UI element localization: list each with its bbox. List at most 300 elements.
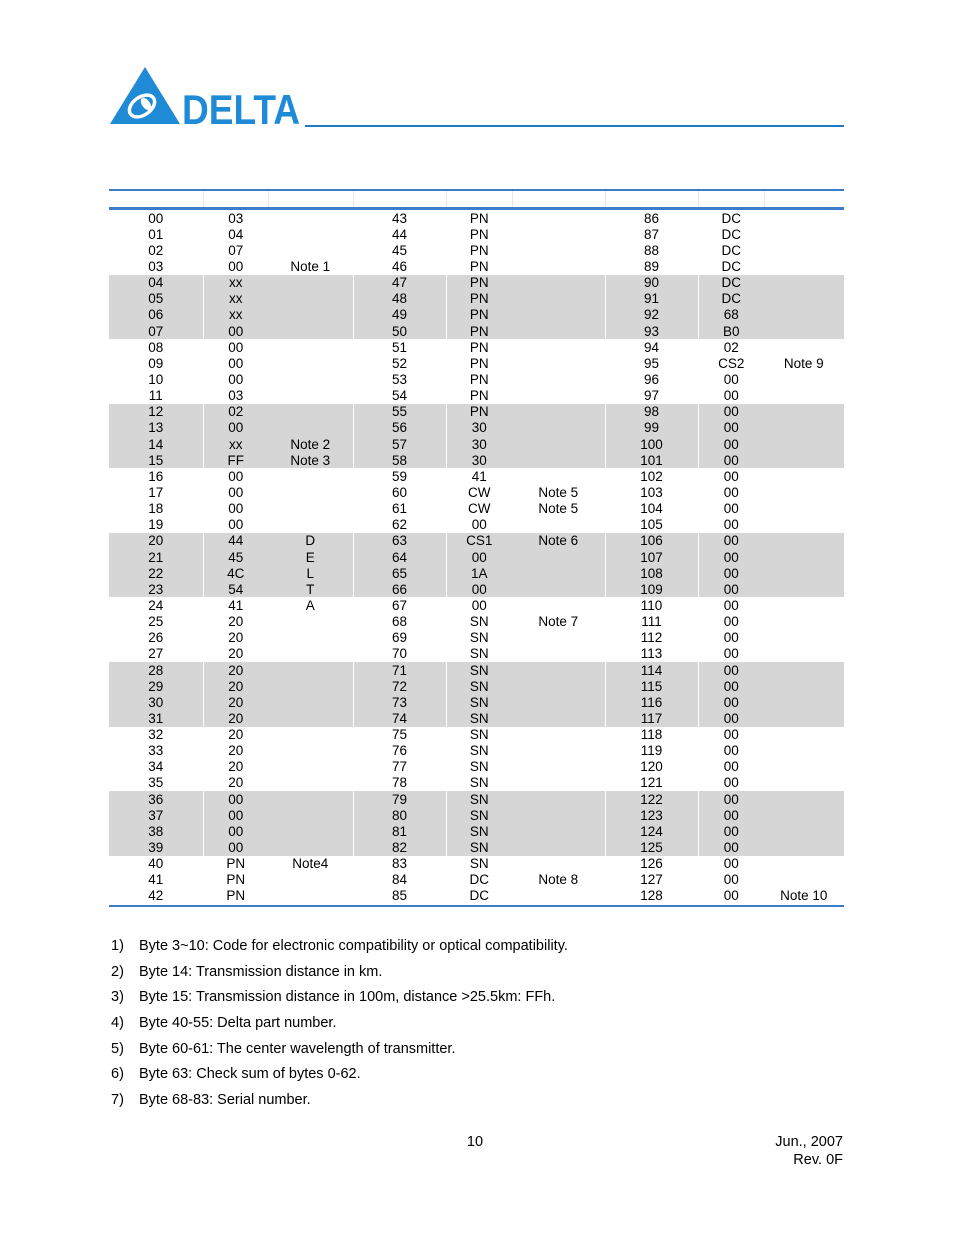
table-cell: 69: [353, 630, 446, 646]
table-cell: Note 9: [764, 355, 844, 371]
table-cell: SN: [446, 791, 512, 807]
table-row: [109, 323, 844, 339]
table-cell: 14: [109, 436, 203, 452]
table-cell: [512, 404, 605, 420]
note-item: [111, 1037, 831, 1063]
table-cell: 00: [203, 823, 268, 839]
page-number: 10: [466, 1134, 484, 1150]
note-text: Byte 40-55: Delta part number.: [139, 1015, 337, 1032]
table-cell: 55: [353, 404, 446, 420]
table-cell: [512, 759, 605, 775]
table-cell: 115: [605, 678, 698, 694]
table-cell: [764, 275, 844, 291]
table-cell: [764, 291, 844, 307]
table-row: [109, 533, 844, 549]
table-cell: 00: [723, 759, 739, 775]
table-cell: 33: [109, 743, 203, 759]
table-cell: 45: [203, 549, 268, 565]
table-cell: [512, 823, 605, 839]
note-text: Byte 14: Transmission distance in km.: [139, 963, 383, 980]
table-cell: 00: [723, 501, 739, 517]
table-cell: [764, 468, 844, 484]
table-cell: [512, 452, 605, 468]
table-cell: 00: [698, 710, 764, 726]
table-cell: PN: [469, 242, 489, 258]
table-cell: 88: [605, 242, 698, 258]
table-cell: 36: [109, 791, 203, 807]
eeprom-data-table: [109, 210, 845, 904]
table-cell: 60: [353, 484, 446, 500]
table-cell: [268, 678, 353, 694]
table-cell: 00: [446, 549, 512, 565]
table-cell: [268, 388, 353, 404]
table-cell: 71: [353, 662, 446, 678]
table-cell: 02: [203, 404, 268, 420]
table-cell: 09: [109, 355, 203, 371]
table-cell: SN: [469, 646, 489, 662]
table-cell: FF: [203, 452, 268, 468]
table-cell: 00: [723, 630, 739, 646]
table-cell: [512, 549, 605, 565]
table-cell: PN: [469, 355, 489, 371]
notes-list: [111, 934, 831, 1114]
table-cell: Note 1: [268, 258, 353, 274]
table-cell: 08: [109, 339, 203, 355]
table-cell: 00: [228, 517, 244, 533]
table-row: [109, 275, 844, 291]
table-cell: 00: [723, 388, 739, 404]
table-cell: 105: [605, 517, 698, 533]
table-cell: 78: [353, 775, 446, 791]
table-cell: 24: [109, 597, 203, 613]
table-cell: [512, 258, 605, 274]
table-cell: 21: [109, 549, 203, 565]
table-row: [109, 339, 844, 355]
table-cell: 11: [109, 388, 203, 404]
table-row: [109, 662, 844, 678]
note-item: [111, 934, 831, 960]
table-cell: B0: [698, 323, 764, 339]
table-cell: 15: [109, 452, 203, 468]
table-cell: 07: [109, 323, 203, 339]
table-cell: 00: [723, 856, 739, 872]
table-row: [109, 775, 844, 791]
table-cell: PN: [446, 291, 512, 307]
table-cell: 02: [723, 339, 739, 355]
table-cell: 20: [228, 743, 244, 759]
table-cell: [268, 484, 353, 500]
table-cell: 00: [723, 468, 739, 484]
table-cell: 12: [109, 404, 203, 420]
table-cell: Note 3: [268, 452, 353, 468]
table-cell: 00: [723, 775, 739, 791]
table-cell: 00: [723, 646, 739, 662]
table-cell: 98: [605, 404, 698, 420]
table-row: [109, 614, 844, 630]
table-cell: 00: [698, 452, 764, 468]
footer-date: Jun., 2007: [775, 1134, 843, 1150]
table-cell: 20: [228, 759, 244, 775]
table-cell: 00: [203, 323, 268, 339]
table-cell: 108: [605, 565, 698, 581]
table-row: [109, 226, 844, 242]
table-cell: [512, 210, 605, 226]
table-cell: CW: [468, 501, 491, 517]
table-cell: 00: [698, 533, 764, 549]
table-cell: [268, 630, 353, 646]
table-cell: [512, 662, 605, 678]
table-cell: SN: [469, 614, 489, 630]
note-item: [111, 985, 831, 1011]
table-row: [109, 436, 844, 452]
table-cell: 00: [698, 839, 764, 855]
table-cell: 26: [109, 630, 203, 646]
table-cell: 58: [353, 452, 446, 468]
table-cell: 72: [353, 678, 446, 694]
table-cell: Note4: [268, 856, 353, 872]
table-cell: 00: [723, 743, 739, 759]
table-cell: 61: [353, 501, 446, 517]
table-cell: 51: [353, 339, 446, 355]
table-cell: 120: [605, 759, 698, 775]
table-cell: 03: [109, 258, 203, 274]
table-cell: 94: [605, 339, 698, 355]
table-cell: 02: [109, 242, 203, 258]
table-cell: 125: [605, 839, 698, 855]
table-cell: [512, 468, 605, 484]
table-cell: [268, 614, 353, 630]
table-cell: 116: [605, 694, 698, 710]
table-cell: [764, 581, 844, 597]
table-cell: [268, 791, 353, 807]
table-row: [109, 307, 844, 323]
table-cell: 47: [353, 275, 446, 291]
table-cell: [268, 404, 353, 420]
table-cell: 00: [228, 339, 244, 355]
table-row: [109, 501, 844, 517]
table-cell: [764, 420, 844, 436]
note-number: 4): [111, 1015, 124, 1032]
table-cell: 01: [109, 226, 203, 242]
table-cell: [512, 630, 605, 646]
table-row: [109, 388, 844, 404]
table-cell: 56: [353, 420, 446, 436]
table-cell: PN: [226, 856, 246, 872]
table-cell: 128: [605, 888, 698, 904]
table-cell: DC: [469, 888, 489, 904]
table-cell: CS1: [446, 533, 512, 549]
table-cell: DC: [721, 242, 741, 258]
table-cell: CS2: [718, 355, 745, 371]
table-cell: 59: [353, 468, 446, 484]
note-text: Byte 63: Check sum of bytes 0-62.: [139, 1066, 361, 1083]
table-cell: 49: [353, 307, 446, 323]
table-cell: 124: [605, 823, 698, 839]
table-cell: [764, 436, 844, 452]
table-cell: 20: [228, 727, 244, 743]
table-row: [109, 791, 844, 807]
table-row: [109, 242, 844, 258]
table-cell: [512, 791, 605, 807]
note-item: [111, 1062, 831, 1088]
table-bottom-rule: [109, 905, 844, 907]
table-cell: 00: [228, 355, 244, 371]
table-cell: 89: [605, 258, 698, 274]
table-row: [109, 872, 844, 888]
note-number: 5): [111, 1040, 124, 1057]
note-item: [111, 960, 831, 986]
table-cell: [512, 888, 605, 904]
table-cell: 20: [228, 630, 244, 646]
table-cell: 00: [723, 597, 739, 613]
table-cell: 123: [605, 807, 698, 823]
table-cell: [512, 807, 605, 823]
table-cell: [268, 872, 353, 888]
table-cell: 05: [109, 291, 203, 307]
table-cell: 30: [446, 420, 512, 436]
note-text: Byte 3~10: Code for electronic compatibility or optical compatibility.: [139, 938, 568, 954]
table-cell: D: [268, 533, 353, 549]
table-cell: 31: [109, 710, 203, 726]
table-row: [109, 759, 844, 775]
table-cell: 96: [605, 371, 698, 387]
table-row: [109, 646, 844, 662]
note-text: Byte 60-61: The center wavelength of transmitter.: [139, 1040, 456, 1057]
table-cell: [512, 355, 605, 371]
table-cell: [268, 775, 353, 791]
table-cell: 68: [353, 614, 446, 630]
table-cell: 00: [228, 468, 244, 484]
table-cell: 38: [109, 823, 203, 839]
table-cell: 29: [109, 678, 203, 694]
table-cell: 03: [228, 210, 244, 226]
table-cell: [764, 630, 844, 646]
table-cell: [764, 258, 844, 274]
table-cell: 00: [446, 581, 512, 597]
table-cell: [764, 775, 844, 791]
table-cell: 122: [605, 791, 698, 807]
table-cell: 1A: [446, 565, 512, 581]
table-cell: [764, 823, 844, 839]
table-cell: [268, 323, 353, 339]
note-number: 1): [111, 938, 124, 954]
table-cell: 44: [353, 226, 446, 242]
table-cell: 113: [605, 646, 698, 662]
table-cell: 100: [605, 436, 698, 452]
table-cell: PN: [446, 404, 512, 420]
table-top-rule: [109, 189, 844, 191]
table-cell: 00: [698, 436, 764, 452]
table-cell: [268, 743, 353, 759]
table-cell: 20: [203, 662, 268, 678]
table-cell: [764, 791, 844, 807]
table-cell: [512, 775, 605, 791]
table-cell: 00: [698, 404, 764, 420]
table-row: [109, 888, 844, 904]
table-cell: [268, 210, 353, 226]
table-row: [109, 581, 844, 597]
table-cell: 41: [228, 597, 244, 613]
table-cell: 83: [353, 856, 446, 872]
table-cell: 64: [353, 549, 446, 565]
table-cell: 00: [698, 581, 764, 597]
table-cell: 00: [723, 888, 739, 904]
table-cell: [268, 888, 353, 904]
table-cell: 22: [109, 565, 203, 581]
table-cell: [764, 371, 844, 387]
note-number: 2): [111, 963, 124, 980]
table-cell: SN: [446, 678, 512, 694]
table-cell: 00: [723, 872, 739, 888]
table-row: [109, 420, 844, 436]
table-cell: [512, 565, 605, 581]
table-row: [109, 517, 844, 533]
table-cell: A: [268, 597, 353, 613]
table-cell: 90: [605, 275, 698, 291]
table-row: [109, 371, 844, 387]
table-cell: 101: [605, 452, 698, 468]
table-cell: 54: [203, 581, 268, 597]
table-cell: [764, 839, 844, 855]
table-cell: [268, 727, 353, 743]
table-cell: [512, 646, 605, 662]
table-cell: 67: [353, 597, 446, 613]
note-number: 7): [111, 1092, 124, 1109]
table-cell: [268, 839, 353, 855]
table-cell: 13: [109, 420, 203, 436]
table-cell: 28: [109, 662, 203, 678]
table-cell: [512, 694, 605, 710]
table-cell: 77: [353, 759, 446, 775]
table-cell: 87: [605, 226, 698, 242]
table-cell: [512, 371, 605, 387]
table-cell: 112: [605, 630, 698, 646]
table-cell: 126: [605, 856, 698, 872]
footer-revision: Rev. 0F: [793, 1152, 843, 1168]
table-cell: SN: [446, 710, 512, 726]
table-cell: [512, 856, 605, 872]
table-cell: [764, 533, 844, 549]
table-row: [109, 597, 844, 613]
table-cell: [268, 823, 353, 839]
table-cell: [268, 275, 353, 291]
table-cell: 00: [698, 549, 764, 565]
table-cell: 06: [109, 307, 203, 323]
table-cell: Note 10: [764, 888, 844, 904]
table-cell: 97: [605, 388, 698, 404]
table-cell: 00: [471, 517, 487, 533]
table-cell: [268, 710, 353, 726]
table-cell: 16: [109, 468, 203, 484]
table-cell: [512, 339, 605, 355]
table-cell: PN: [446, 323, 512, 339]
table-cell: [764, 662, 844, 678]
table-cell: 76: [353, 743, 446, 759]
table-cell: [764, 565, 844, 581]
table-cell: DC: [698, 291, 764, 307]
table-cell: PN: [469, 388, 489, 404]
table-cell: 52: [353, 355, 446, 371]
table-cell: 20: [228, 646, 244, 662]
table-cell: 53: [353, 371, 446, 387]
table-cell: 00: [471, 597, 487, 613]
table-cell: Note 5: [512, 484, 605, 500]
table-cell: 19: [109, 517, 203, 533]
table-cell: 00: [109, 210, 203, 226]
table-cell: 00: [228, 258, 244, 274]
table-row: [109, 355, 844, 371]
note-text: Byte 68-83: Serial number.: [139, 1092, 311, 1109]
table-cell: 117: [605, 710, 698, 726]
table-cell: 81: [353, 823, 446, 839]
table-cell: 20: [203, 694, 268, 710]
table-cell: 00: [203, 420, 268, 436]
table-cell: [268, 371, 353, 387]
table-cell: 104: [605, 501, 698, 517]
table-cell: 50: [353, 323, 446, 339]
table-cell: [268, 759, 353, 775]
table-row: [109, 727, 844, 743]
table-row: [109, 404, 844, 420]
table-cell: 118: [605, 727, 698, 743]
table-cell: 00: [228, 484, 244, 500]
table-cell: 106: [605, 533, 698, 549]
table-cell: 07: [228, 242, 244, 258]
table-cell: 48: [353, 291, 446, 307]
table-cell: [764, 242, 844, 258]
table-cell: [764, 597, 844, 613]
table-cell: PN: [446, 307, 512, 323]
table-cell: 35: [109, 775, 203, 791]
table-cell: [512, 727, 605, 743]
table-cell: [268, 242, 353, 258]
table-cell: 91: [605, 291, 698, 307]
table-cell: 119: [605, 743, 698, 759]
table-cell: 34: [109, 759, 203, 775]
table-cell: [268, 307, 353, 323]
table-cell: 107: [605, 549, 698, 565]
table-cell: 00: [698, 420, 764, 436]
table-cell: 00: [723, 484, 739, 500]
table-cell: [268, 291, 353, 307]
table-cell: [512, 323, 605, 339]
table-cell: [764, 759, 844, 775]
table-cell: [512, 226, 605, 242]
table-cell: 110: [605, 597, 698, 613]
table-cell: PN: [226, 872, 246, 888]
table-cell: L: [268, 565, 353, 581]
table-cell: 20: [228, 614, 244, 630]
table-cell: 66: [353, 581, 446, 597]
table-cell: SN: [446, 662, 512, 678]
table-cell: 03: [228, 388, 244, 404]
table-cell: 75: [353, 727, 446, 743]
table-row: [109, 565, 844, 581]
table-cell: [512, 388, 605, 404]
table-cell: 95: [605, 355, 698, 371]
table-cell: 127: [605, 872, 698, 888]
table-cell: [512, 242, 605, 258]
table-cell: [268, 226, 353, 242]
table-row: [109, 694, 844, 710]
table-cell: [512, 581, 605, 597]
table-cell: PN: [226, 888, 246, 904]
table-cell: PN: [469, 258, 489, 274]
table-cell: [268, 807, 353, 823]
table-cell: 00: [228, 371, 244, 387]
table-row: [109, 630, 844, 646]
table-cell: 10: [109, 371, 203, 387]
